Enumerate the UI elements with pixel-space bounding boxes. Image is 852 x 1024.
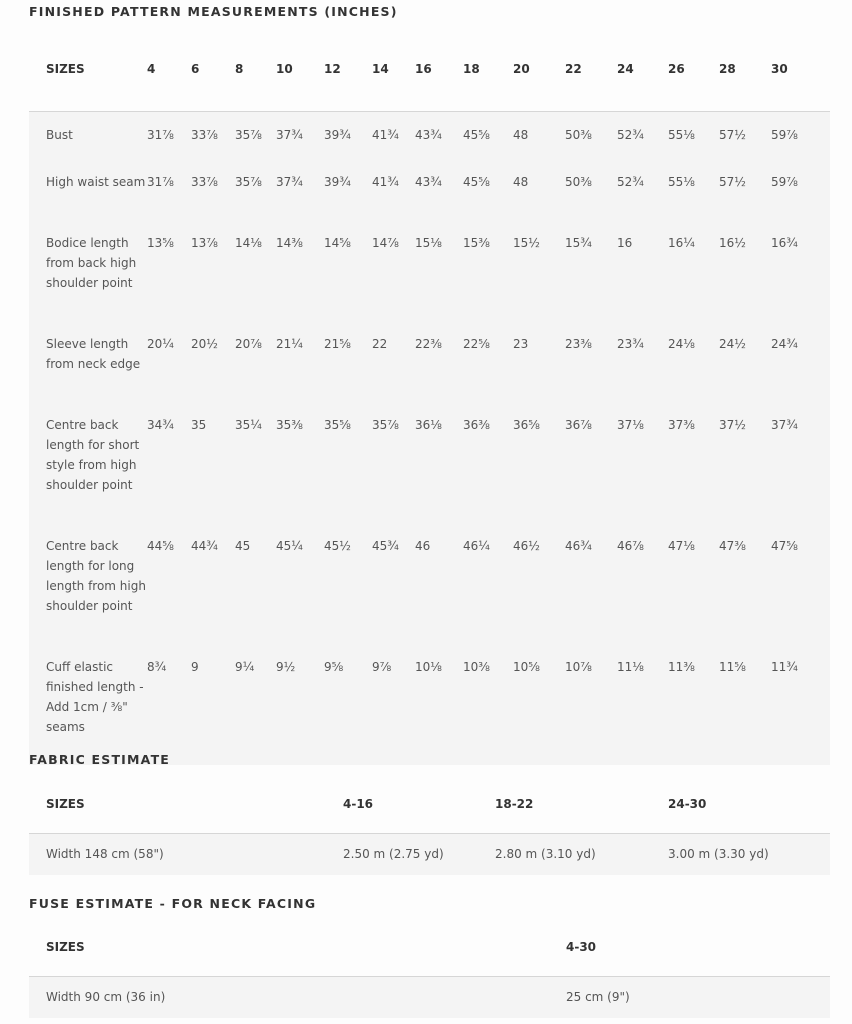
size-header: 22 [565, 61, 582, 76]
measurement-value: 21¼ [276, 337, 303, 351]
measurement-value: 37¾ [771, 418, 798, 432]
size-range-header: 24-30 [668, 796, 707, 811]
measurement-value: 35⅞ [235, 127, 262, 142]
measurement-value: 13⅞ [191, 236, 218, 250]
measurement-value: 9 [191, 660, 199, 674]
row-label: High waist seam [46, 175, 146, 189]
measurement-value: 44⅝ [147, 539, 174, 553]
measurement-value: 9⅞ [372, 660, 392, 674]
measurement-value: 35⅞ [235, 175, 262, 189]
measurement-value: 11⅛ [617, 660, 644, 674]
measurement-value: 41¾ [372, 175, 399, 189]
measurement-value: 46⅞ [617, 539, 644, 553]
row-label: Width 148 cm (58") [46, 847, 164, 862]
measurement-value: 35⅝ [324, 418, 351, 432]
size-header: 26 [668, 61, 685, 76]
measurement-value: 22 [372, 337, 388, 351]
measurement-value: 44¾ [191, 539, 218, 553]
measurement-value: 36⅜ [463, 418, 490, 432]
measurement-value: 11⅜ [668, 660, 695, 674]
measurement-value: 15⅜ [463, 236, 490, 250]
measurement-value: 52¾ [617, 175, 644, 189]
size-header: 4 [147, 61, 156, 76]
measurement-value: 14⅜ [276, 236, 303, 250]
measurement-value: 47⅜ [719, 539, 746, 553]
table-row [29, 402, 830, 523]
measurement-value: 55⅛ [668, 127, 695, 142]
measurement-value: 45¾ [372, 539, 399, 553]
measurement-value: 59⅞ [771, 127, 798, 142]
fabric-header-row [29, 775, 830, 833]
measurement-value: 14⅛ [235, 236, 262, 250]
measurement-value: 13⅝ [147, 236, 174, 250]
size-header: 8 [235, 61, 244, 76]
measurement-value: 50⅜ [565, 127, 592, 142]
measurement-value: 57½ [719, 175, 746, 189]
measurement-value: 10⅝ [513, 660, 540, 674]
fabric-table [29, 775, 830, 875]
measurement-value: 45 [235, 539, 251, 553]
measurement-value: 37½ [719, 418, 746, 432]
size-header: 16 [415, 61, 432, 76]
measurement-value: 45½ [324, 539, 351, 553]
measurement-value: 23¾ [617, 337, 644, 351]
measurement-value: 57½ [719, 127, 746, 142]
row-label: Bust [46, 127, 73, 142]
fabric-title: FABRIC ESTIMATE [29, 752, 171, 767]
size-header: 10 [276, 61, 293, 76]
measurement-value: 39¾ [324, 175, 351, 189]
measurement-value: 9½ [276, 660, 296, 674]
measurement-value: 10⅞ [565, 660, 592, 674]
measurement-value: 34¾ [147, 418, 174, 432]
measurement-value: 45⅝ [463, 175, 490, 189]
size-header: 18 [463, 61, 480, 76]
measurement-value: 46½ [513, 539, 540, 553]
table-row [29, 833, 830, 875]
measurement-value: 15½ [513, 236, 540, 250]
measurement-value: 43¾ [415, 175, 442, 189]
sizes-header: SIZES [46, 939, 85, 954]
size-header: 20 [513, 61, 530, 76]
measurement-value: 52¾ [617, 127, 644, 142]
measurement-value: 59⅞ [771, 175, 798, 189]
measurement-value: 35⅜ [276, 418, 303, 432]
measurement-value: 24¾ [771, 337, 798, 351]
table-row [29, 321, 830, 402]
measurement-value: 35⅞ [372, 418, 399, 432]
size-header: 12 [324, 61, 341, 76]
measurement-value: 15¾ [565, 236, 592, 250]
measurement-value: 16¾ [771, 236, 798, 250]
measurement-value: 33⅞ [191, 127, 218, 142]
table-row [29, 159, 830, 220]
measurements-title: FINISHED PATTERN MEASUREMENTS (INCHES) [29, 4, 398, 19]
measurement-value: 21⅝ [324, 337, 351, 351]
measurement-value: 39¾ [324, 127, 351, 142]
sizes-header: SIZES [46, 796, 85, 811]
measurements-header-row [29, 27, 830, 111]
row-label: Sleeve length from neck edge [46, 337, 141, 371]
row-label: Centre back length for long length from high shoulder point [46, 539, 146, 613]
measurement-value: 31⅞ [147, 127, 174, 142]
row-label: Bodice length from back high shoulder point [46, 236, 137, 290]
measurement-value: 9¼ [235, 660, 255, 674]
sizes-header: SIZES [46, 61, 85, 76]
measurement-value: 24⅛ [668, 337, 695, 351]
table-row [29, 523, 830, 644]
table-row [29, 644, 830, 765]
measurement-value: 20½ [191, 337, 218, 351]
measurement-value: 41¾ [372, 127, 399, 142]
fuse-value: 25 cm (9") [566, 990, 630, 1005]
measurement-value: 8¾ [147, 660, 167, 674]
measurement-value: 37⅜ [668, 418, 695, 432]
measurement-value: 55⅛ [668, 175, 695, 189]
measurement-value: 24½ [719, 337, 746, 351]
measurement-value: 14⅞ [372, 236, 399, 250]
measurement-value: 48 [513, 175, 529, 189]
measurement-value: 10⅛ [415, 660, 442, 674]
measurement-value: 37⅛ [617, 418, 644, 432]
measurement-value: 31⅞ [147, 175, 174, 189]
measurement-value: 35¼ [235, 418, 262, 432]
row-label: Cuff elastic finished length - Add 1cm / ⅜" seams [46, 660, 144, 734]
measurement-value: 46¼ [463, 539, 490, 553]
size-header: 24 [617, 61, 634, 76]
table-row [29, 220, 830, 321]
fuse-header-row [29, 918, 830, 976]
measurement-value: 47⅛ [668, 539, 695, 553]
measurement-value: 36⅛ [415, 418, 442, 432]
measurement-value: 43¾ [415, 127, 442, 142]
measurement-value: 16¼ [668, 236, 695, 250]
measurement-value: 9⅝ [324, 660, 344, 674]
measurement-value: 46¾ [565, 539, 592, 553]
table-row [29, 976, 830, 1018]
measurements-table [29, 27, 830, 765]
size-header: 14 [372, 61, 389, 76]
measurement-value: 14⅝ [324, 236, 351, 250]
size-range-header: 18-22 [495, 796, 534, 811]
measurement-value: 23 [513, 337, 529, 351]
measurement-value: 46 [415, 539, 431, 553]
measurement-value: 20¼ [147, 337, 174, 351]
measurement-value: 37¾ [276, 175, 303, 189]
measurement-value: 16½ [719, 236, 746, 250]
measurement-value: 45¼ [276, 539, 303, 553]
size-header: 6 [191, 61, 200, 76]
measurement-value: 47⅝ [771, 539, 798, 553]
fabric-value: 2.50 m (2.75 yd) [343, 847, 444, 862]
table-row [29, 111, 830, 159]
size-range-header: 4-16 [343, 796, 374, 811]
measurement-value: 22⅝ [463, 337, 490, 351]
measurement-value: 23⅜ [565, 337, 592, 351]
row-label: Width 90 cm (36 in) [46, 990, 166, 1005]
measurement-value: 35 [191, 418, 207, 432]
measurement-value: 16 [617, 236, 633, 250]
measurement-value: 50⅜ [565, 175, 592, 189]
fuse-title: FUSE ESTIMATE - FOR NECK FACING [29, 896, 317, 911]
measurement-value: 48 [513, 127, 529, 142]
measurement-value: 45⅝ [463, 127, 490, 142]
measurement-value: 11⅝ [719, 660, 746, 674]
row-label: Centre back length for short style from high shoulder point [46, 418, 140, 492]
fabric-value: 3.00 m (3.30 yd) [668, 847, 769, 862]
measurement-value: 20⅞ [235, 337, 262, 351]
measurement-value: 33⅞ [191, 175, 218, 189]
measurement-value: 10⅜ [463, 660, 490, 674]
size-header: 30 [771, 61, 788, 76]
fuse-table [29, 918, 830, 1018]
fabric-value: 2.80 m (3.10 yd) [495, 847, 596, 862]
size-range-header: 4-30 [566, 939, 597, 954]
size-header: 28 [719, 61, 736, 76]
measurement-value: 37¾ [276, 127, 303, 142]
measurement-value: 11¾ [771, 660, 798, 674]
measurement-value: 22⅜ [415, 337, 442, 351]
measurement-value: 15⅛ [415, 236, 442, 250]
measurement-value: 36⅝ [513, 418, 540, 432]
measurement-value: 36⅞ [565, 418, 592, 432]
